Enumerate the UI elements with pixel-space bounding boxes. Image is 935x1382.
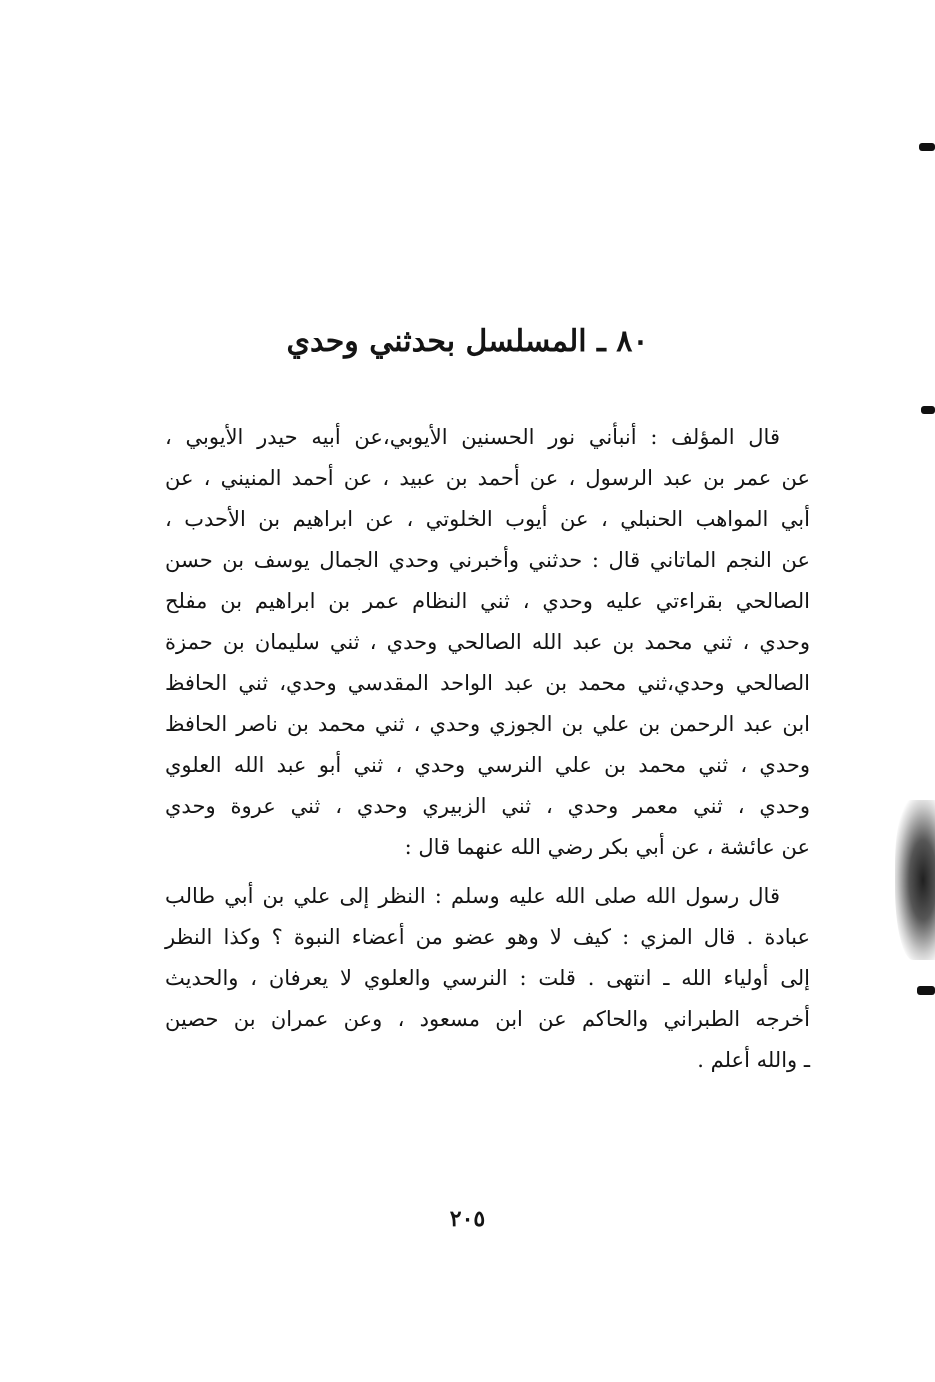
text-line: أبي المواهب الحنبلي ، عن أيوب الخلوتي ، عن ابراهيم بن الأحدب ، [165, 507, 810, 531]
scan-mark [917, 986, 935, 995]
page-number: ٢٠٥ [449, 1206, 486, 1232]
text-line: عن النجم الماتاني قال : حدثني وأخبرني وحدي الجمال يوسف بن حسن [165, 548, 810, 572]
text-line: الصالحي بقراءتي عليه وحدي ، ثني النظام عمر بن ابراهيم بن مفلح [165, 589, 810, 613]
paragraph-hadith [165, 876, 810, 1081]
scan-smudge [895, 800, 935, 960]
text-line: وحدي ، ثني معمر وحدي ، ثني الزبيري وحدي ، ثني عروة وحدي [165, 794, 810, 818]
scan-mark [921, 406, 935, 414]
text-line: عن عائشة ، عن أبي بكر رضي الله عنهما قال : [404, 835, 810, 859]
text-line: ـ والله أعلم . [697, 1048, 810, 1072]
paragraph-isnad [165, 417, 810, 868]
text-line: قال المؤلف : أنبأني نور الحسنين الأيوبي،عن أبيه حيدر الأيوبي ، [165, 425, 780, 449]
text-line: عبادة . قال المزي : كيف لا وهو عضو من أعضاء النبوة ؟ وكذا النظر [165, 925, 810, 949]
text-line: قال رسول الله صلى الله عليه وسلم : النظر إلى علي بن أبي طالب [165, 884, 780, 908]
text-line: الصالحي وحدي،ثني محمد بن عبد الواحد المقدسي وحدي، ثني الحافظ [165, 671, 810, 695]
section-heading: ٨٠ ـ المسلسل بحدثني وحدي [286, 324, 649, 359]
text-line: وحدي ، ثني محمد بن علي النرسي وحدي ، ثني أبو عبد الله العلوي [165, 753, 810, 777]
text-line: إلى أولياء الله ـ انتهى . قلت : النرسي والعلوي لا يعرفان ، والحديث [165, 966, 810, 990]
text-line: أخرجه الطبراني والحاكم عن ابن مسعود ، وعن عمران بن حصين [165, 1007, 810, 1031]
text-line: عن عمر بن عبد الرسول ، عن أحمد بن عبيد ، عن أحمد المنيني ، عن [165, 466, 810, 490]
text-line: ابن عبد الرحمن بن علي بن الجوزي وحدي ، ثني محمد بن ناصر الحافظ [165, 712, 810, 736]
text-line: وحدي ، ثني محمد بن عبد الله الصالحي وحدي ، ثني سليمان بن حمزة [165, 630, 810, 654]
scan-mark [919, 143, 935, 151]
